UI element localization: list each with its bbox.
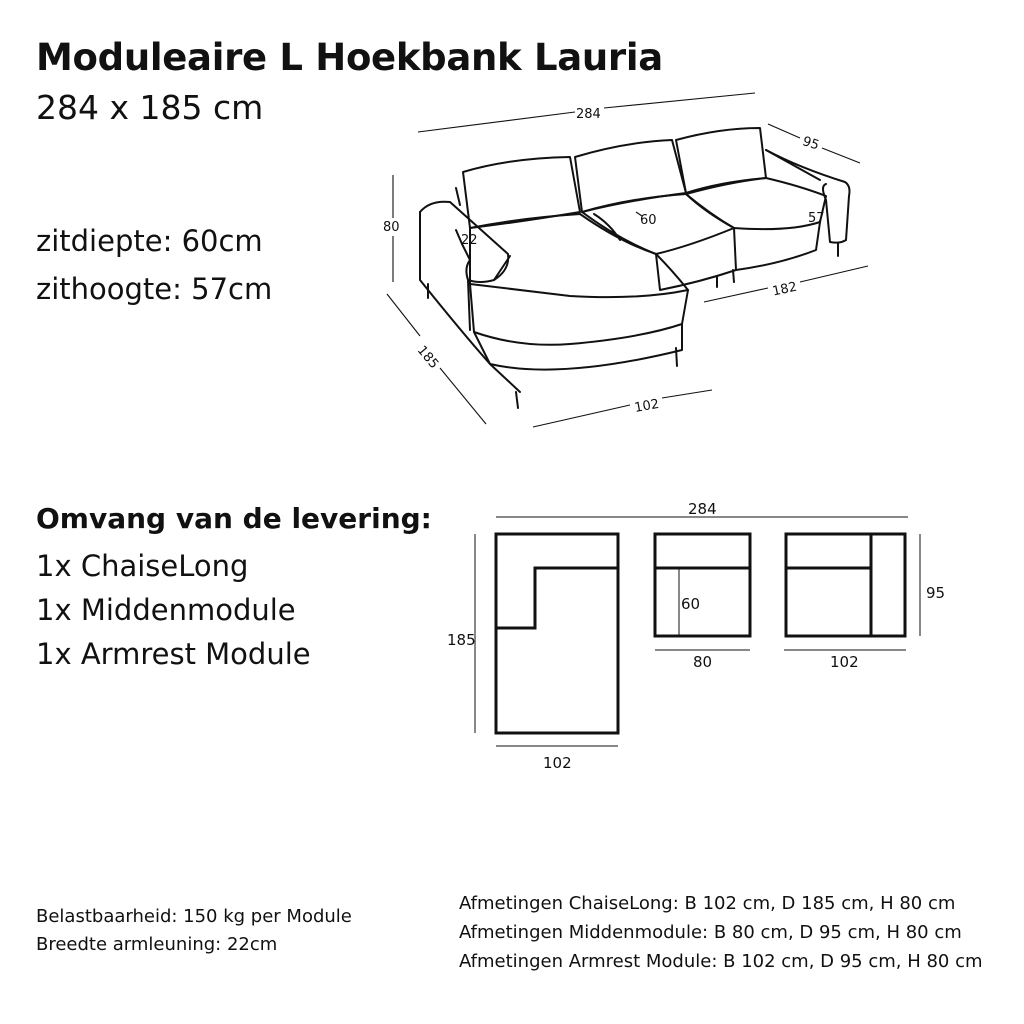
armrest-width-note: Breedte armleuning: 22cm xyxy=(36,934,278,955)
plan-chaise-width-label: 102 xyxy=(543,754,572,772)
plan-middle-module xyxy=(655,534,750,636)
plan-module-depth-label: 95 xyxy=(926,584,946,602)
seat-cushion-right xyxy=(686,178,826,229)
middle-dimensions-note: Afmetingen Middenmodule: B 80 cm, D 95 cm, H 80 cm xyxy=(459,922,962,943)
load-capacity-note: Belastbaarheid: 150 kg per Module xyxy=(36,906,352,927)
sofa-width-label: 284 xyxy=(576,107,601,122)
left-armrest-front xyxy=(468,256,510,330)
page-title: Moduleaire L Hoekbank Lauria xyxy=(36,36,663,79)
back-cushion-left xyxy=(463,157,580,228)
overall-dimensions: 284 x 185 cm xyxy=(36,88,264,127)
seat-depth-spec: zitdiepte: 60cm xyxy=(36,224,263,258)
chaise-base xyxy=(474,324,682,370)
chaise-width-label: 102 xyxy=(633,396,661,416)
plan-armrest-module xyxy=(786,534,905,636)
seat-front-middle xyxy=(656,254,736,290)
sofa-height-label: 80 xyxy=(383,220,400,235)
seat-height-spec: zithoogte: 57cm xyxy=(36,272,273,306)
delivery-heading: Omvang van de levering: xyxy=(36,502,432,535)
delivery-item-middle: 1x Middenmodule xyxy=(36,593,296,627)
seat-height-label: 57 xyxy=(808,211,825,226)
plan-chaise-depth-label: 185 xyxy=(447,631,476,649)
plan-chaise xyxy=(496,534,618,733)
chaise-front xyxy=(470,284,688,345)
back-length-label: 182 xyxy=(771,279,799,300)
plan-middle-seat-depth-label: 60 xyxy=(681,595,701,613)
sofa-depth-label: 95 xyxy=(800,134,821,154)
plan-middle-width-label: 80 xyxy=(693,653,713,671)
back-cushion-right xyxy=(676,128,766,193)
seat-depth-label: 60 xyxy=(640,213,657,228)
sofa-leg xyxy=(428,243,838,408)
delivery-item-armrest: 1x Armrest Module xyxy=(36,637,311,671)
seat-cushion-middle xyxy=(582,194,734,254)
chaise-dimensions-note: Afmetingen ChaiseLong: B 102 cm, D 185 cm, H 80 cm xyxy=(459,893,956,914)
armrest-width-label: 22 xyxy=(461,233,478,248)
armrest-dimensions-note: Afmetingen Armrest Module: B 102 cm, D 95 cm, H 80 cm xyxy=(459,951,983,972)
chaise-length-label: 185 xyxy=(413,343,442,372)
delivery-item-chaise: 1x ChaiseLong xyxy=(36,549,249,583)
plan-armrest-width-label: 102 xyxy=(830,653,859,671)
plan-total-width-label: 284 xyxy=(688,500,717,518)
